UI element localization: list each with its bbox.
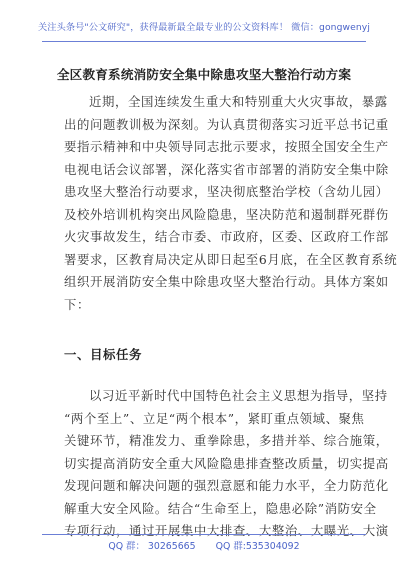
paragraph-line: 火灾事故发生，结合市委、市政府，区委、区政府工作部 xyxy=(64,229,389,244)
paragraph-line: 要指示精神和中央领导同志批示要求，按照全国安全生产 xyxy=(64,139,389,154)
paragraph-line: 解重大安全风险。结合“生命至上，隐患必除”消防安全 xyxy=(64,500,377,516)
footer-qq-group-1: QQ 群： 30265665 xyxy=(108,541,196,552)
paragraph-line: 关键环节，精准发力、重拳除患，多措并举、综合施策， xyxy=(64,433,389,448)
paragraph-intro xyxy=(64,91,398,316)
section-heading-goals: 一、目标任务 xyxy=(64,347,142,362)
footer-qq-group-2: QQ 群:535304092 xyxy=(215,541,300,552)
paragraph-line: 患攻坚大整治行动要求，坚决彻底整治学校（含幼儿园） xyxy=(64,184,389,199)
paragraph-line: 及校外培训机构突出风险隐患，坚决防范和遏制群死群伤 xyxy=(64,206,389,222)
paragraph-line: 切实提高消防安全重大风险隐患排查整改质量，切实提高 xyxy=(64,455,389,471)
footer xyxy=(0,538,408,552)
document-title: 全区教育系统消防安全集中除患攻坚大整治行动方案 xyxy=(56,67,352,82)
paragraph-line: 下： xyxy=(64,296,90,312)
paragraph-line: 发现问题和解决问题的强烈意愿和能力水平，全力防范化 xyxy=(64,478,389,493)
footer-divider xyxy=(42,534,366,535)
paragraph-goals xyxy=(64,385,389,543)
header-banner: 关注头条号"公文研究"，获得最新最全最专业的公文资料库！ 微信：gongwenyj xyxy=(38,22,370,33)
paragraph-line: 署要求，区教育局决定从即日起至6月底，在全区教育系统 xyxy=(64,251,398,267)
paragraph-line: “两个至上”、立足“两个根本”，紧盯重点领域、聚焦 xyxy=(64,410,365,426)
paragraph-line: 以习近平新时代中国特色社会主义思想为指导，坚持 xyxy=(89,388,388,403)
paragraph-line: 电视电话会议部署，深化落实省市部署的消防安全集中除 xyxy=(64,161,389,177)
paragraph-line: 专项行动，通过开展集中大排查、大整治、大曝光、大演 xyxy=(64,523,389,538)
header-divider xyxy=(42,41,366,42)
paragraph-line: 出的问题教训极为深刻。为认真贯彻落实习近平总书记重 xyxy=(64,116,389,132)
paragraph-line: 近期，全国连续发生重大和特别重大火灾事故，暴露 xyxy=(89,94,388,109)
paragraph-line: 组织开展消防安全集中除患攻坚大整治行动。具体方案如 xyxy=(64,274,389,289)
